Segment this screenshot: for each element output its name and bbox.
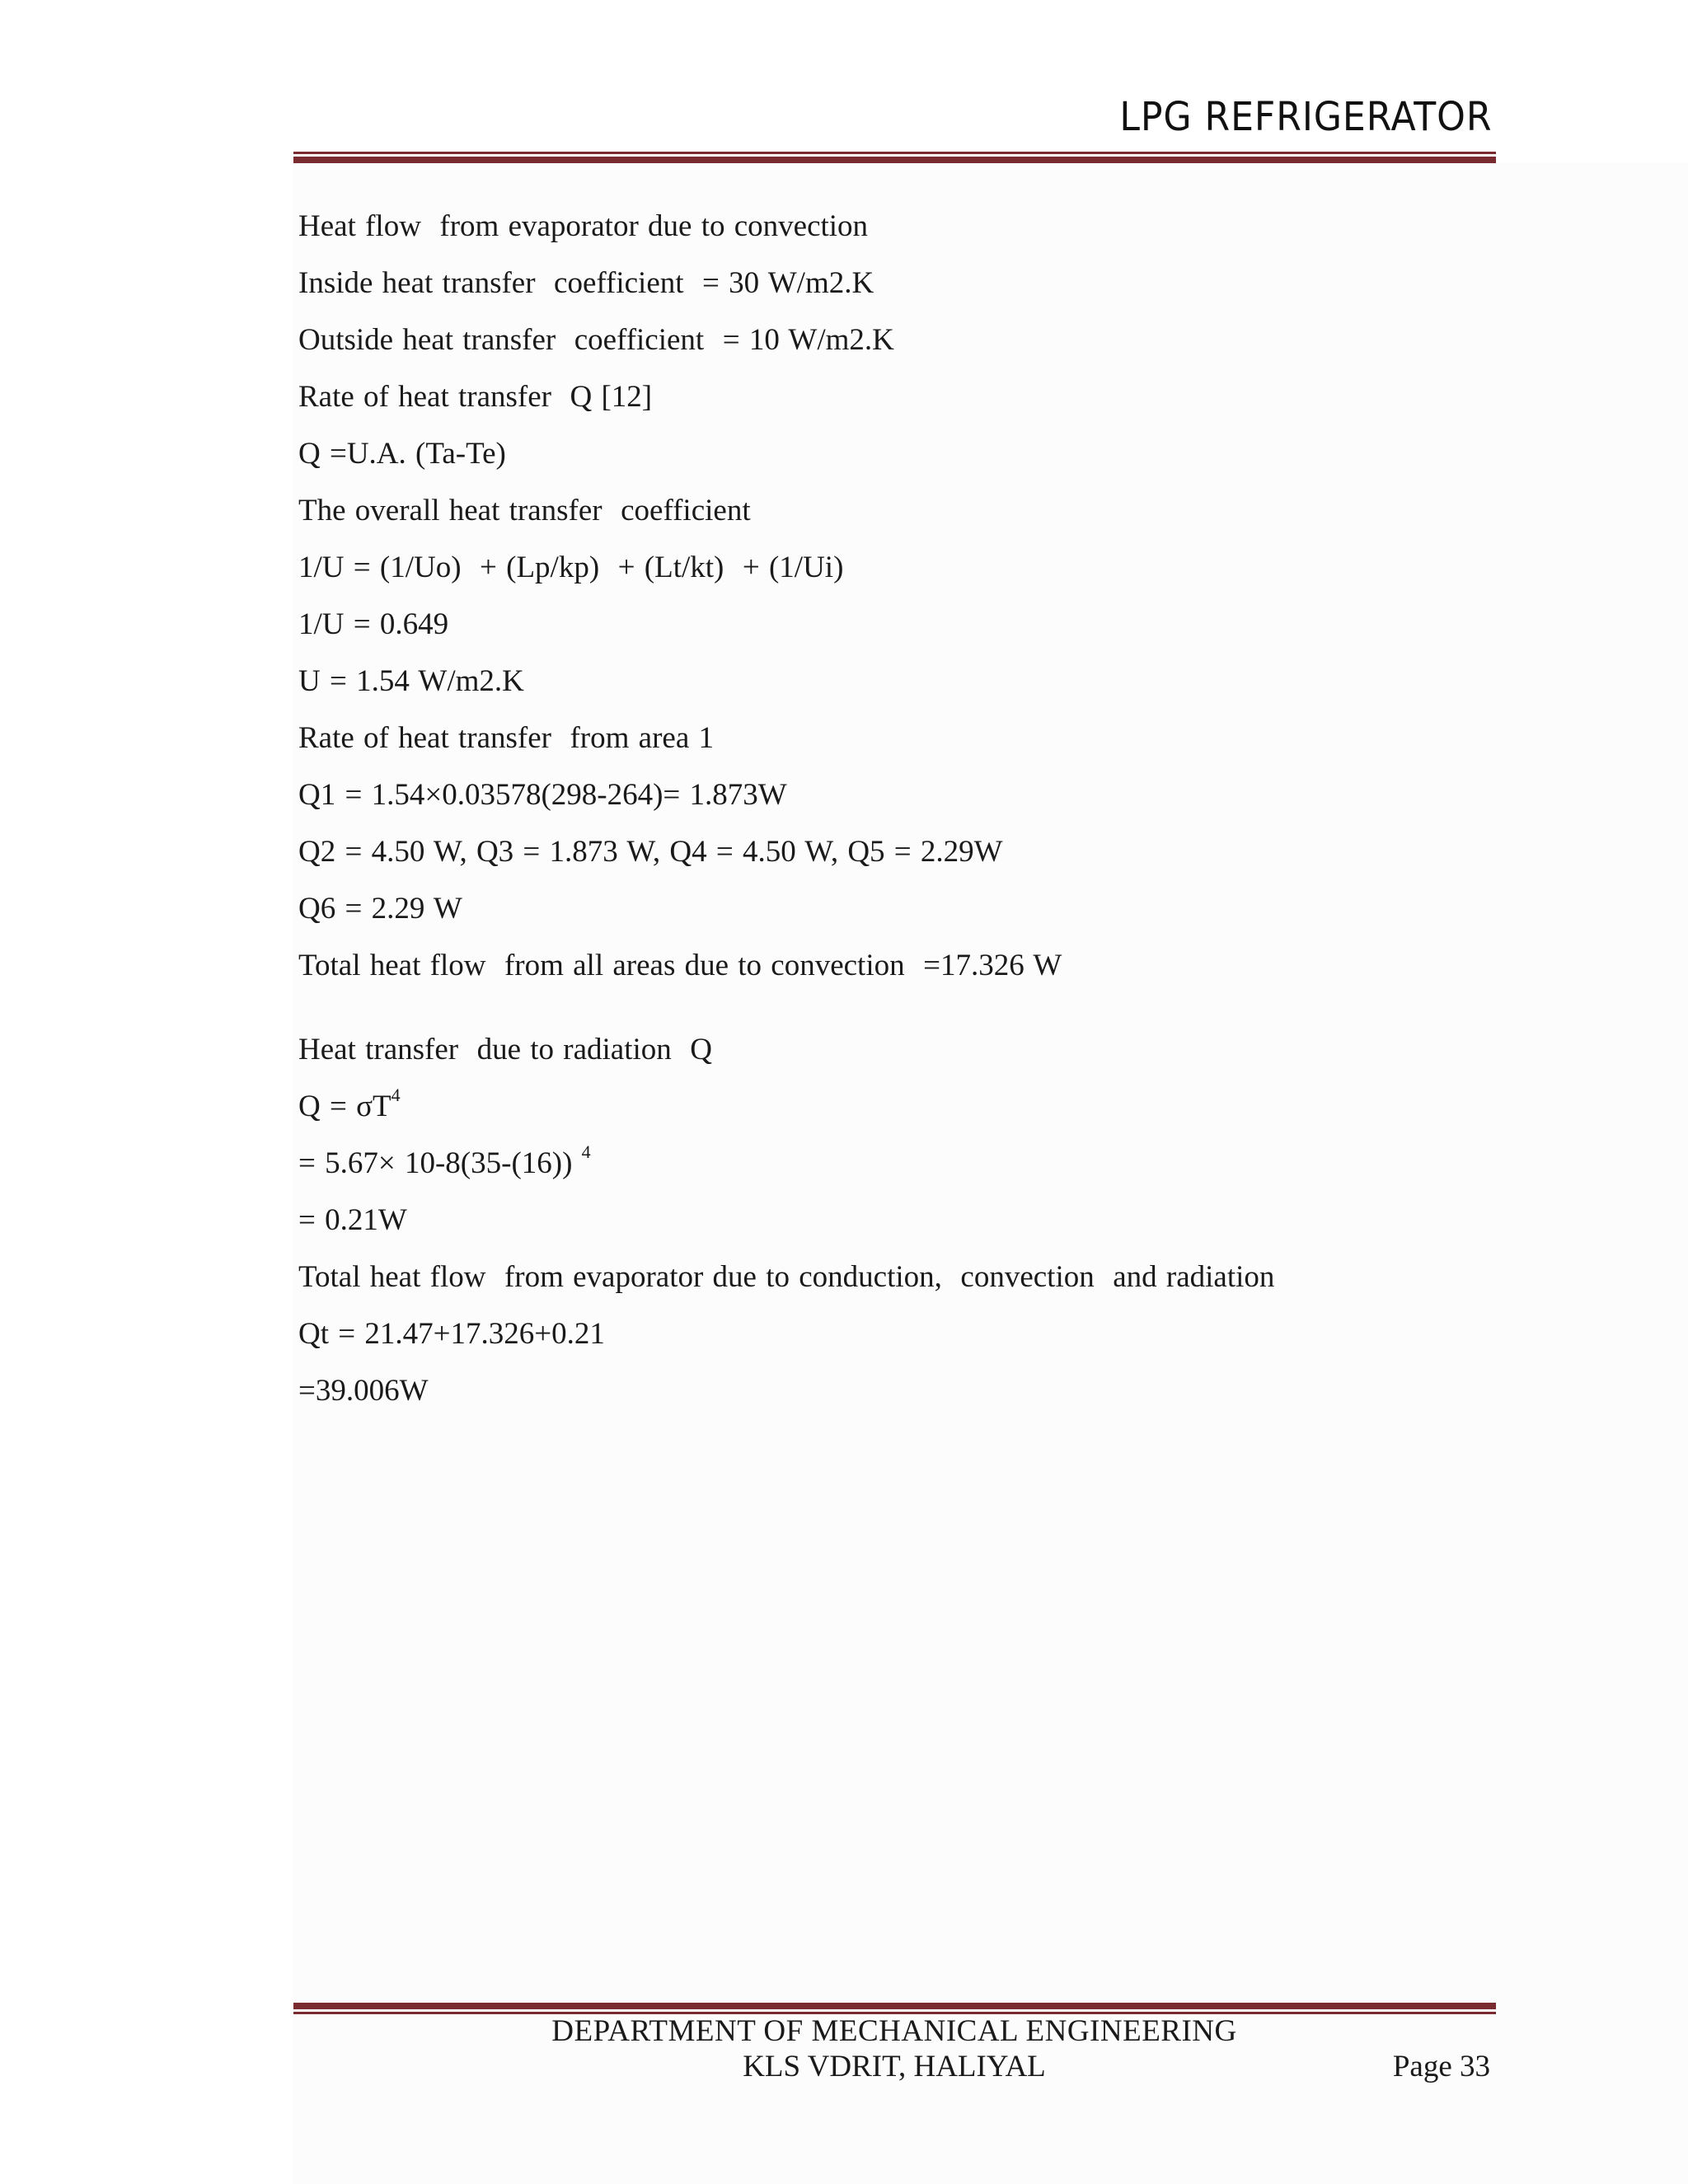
formula-line bbox=[298, 1135, 1452, 1192]
text-line: Q1 = 1.54×0.03578(298-264)= 1.873W bbox=[298, 778, 787, 812]
text-line: Total heat flow from all areas due to convection =17.326 W bbox=[298, 949, 1062, 982]
header-rule bbox=[293, 152, 1496, 163]
text-line: Q6 = 2.29 W bbox=[298, 892, 462, 926]
text-line: =39.006W bbox=[298, 1374, 429, 1408]
text-line: Rate of heat transfer Q [12] bbox=[298, 380, 653, 414]
header-rule-thick-line bbox=[293, 157, 1496, 163]
footer-rule-thick-line bbox=[293, 2003, 1496, 2009]
text-line: = 0.21W bbox=[298, 1203, 407, 1237]
superscript: 4 bbox=[581, 1141, 591, 1162]
text-line: Inside heat transfer coefficient = 30 W/m2.K bbox=[298, 266, 874, 300]
text-line: Rate of heat transfer from area 1 bbox=[298, 721, 714, 755]
formula-text: = 5.67× 10-8(35-(16)) bbox=[298, 1146, 582, 1180]
page-number: Page 33 bbox=[1392, 2050, 1490, 2083]
text-line: Heat transfer due to radiation Q bbox=[298, 1033, 713, 1066]
formula-line bbox=[298, 1078, 1452, 1135]
text-line: Heat flow from evaporator due to convection bbox=[298, 209, 869, 243]
text-line: Outside heat transfer coefficient = 10 W/m2.K bbox=[298, 323, 894, 357]
text-line: Q2 = 4.50 W, Q3 = 1.873 W, Q4 = 4.50 W, Q5 = 2.29W bbox=[298, 835, 1003, 869]
text-line: 1/U = 0.649 bbox=[298, 607, 449, 641]
text-line: The overall heat transfer coefficient bbox=[298, 494, 751, 527]
document-body bbox=[298, 198, 1452, 1419]
text-line: Qt = 21.47+17.326+0.21 bbox=[298, 1317, 605, 1351]
text-line: Total heat flow from evaporator due to conduction, convection and radiation bbox=[298, 1260, 1275, 1294]
text-line: Q =U.A. (Ta-Te) bbox=[298, 437, 506, 471]
footer-college: KLS VDRIT, HALIYAL bbox=[743, 2050, 1046, 2083]
superscript: 4 bbox=[391, 1085, 401, 1105]
text-line: 1/U = (1/Uo) + (Lp/kp) + (Lt/kt) + (1/Ui) bbox=[298, 551, 844, 584]
footer-department: DEPARTMENT OF MECHANICAL ENGINEERING bbox=[551, 2014, 1237, 2048]
formula-text: Q = σT bbox=[298, 1090, 392, 1123]
text-line: U = 1.54 W/m2.K bbox=[298, 664, 524, 698]
header-title: LPG REFRIGERATOR bbox=[1118, 94, 1492, 140]
footer-rule bbox=[293, 2003, 1496, 2014]
